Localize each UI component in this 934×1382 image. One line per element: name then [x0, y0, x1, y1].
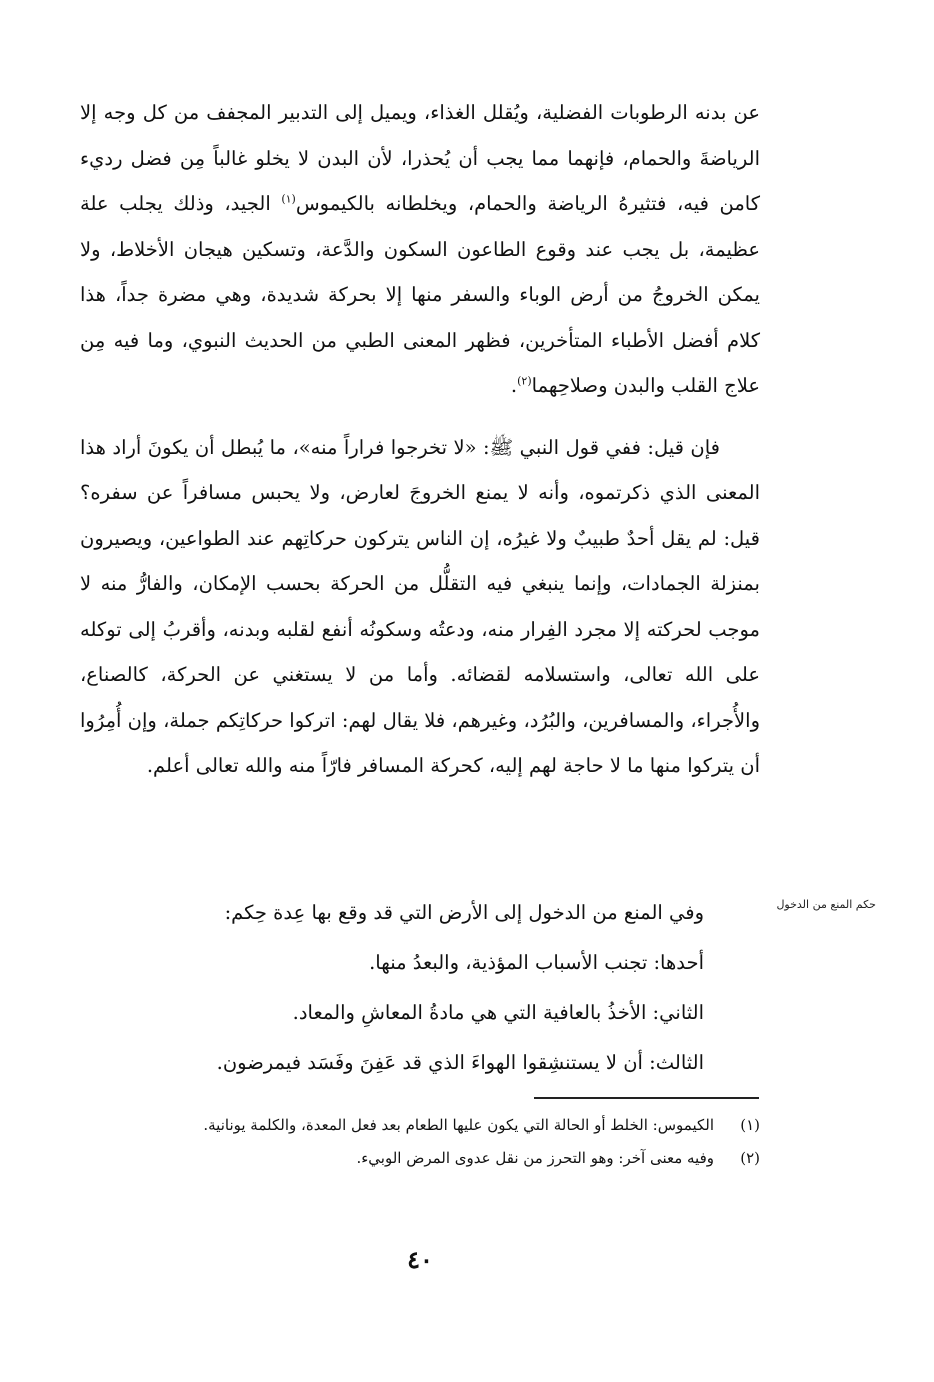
- paragraph-1: [80, 90, 760, 409]
- list-item-2: الثاني: الأخذُ بالعافية التي هي مادةُ المعاشِ والمعاد.: [292, 1001, 704, 1024]
- footnote-separator: [534, 1097, 759, 1099]
- list-item-1: أحدها: تجنب الأسباب المؤذية، والبعدُ منها.: [369, 951, 704, 974]
- footnote-number: (١): [740, 1116, 760, 1134]
- list-item-3: الثالث: أن لا يستنشِقوا الهواءَ الذي قد عَفِنَ وفَسَد فيمرضون.: [216, 1051, 704, 1074]
- footnotes: [88, 1112, 760, 1178]
- page-number: ٤٠: [407, 1245, 433, 1274]
- paragraph-2: فإن قيل: ففي قول النبي ﷺ: «لا تخرجوا فراراً منه»، ما يُبطل أن يكونَ أراد هذا المعنى الذي ذكرتموه، وأنه لا يمنع الخروجَ لعارض، ولا يحبس مسافراً عن سفره؟ قيل: لم يقل أحدٌ طبيبٌ ولا غيرُه، إن الناس يتركون حركاتِهم عند الطواعين، ويصيرون بمنزلة الجمادات، وإنما ينبغي فيه التقلُّل من الحركة بحسب الإمكان، والفارُّ منه لا موجب لحركته إلا مجرد الفِرار منه، ودعتُه وسكونُه أنفع لقلبه وبدنه، وأقربُ إلى توكله على الله تعالى، واستسلامه لقضائه. وأما من لا يستغني عن الحركة، كالصناع، والأُجراء، والمسافرين، والبُرُد، وغيرهم، فلا يقال لهم: اتركوا حركاتِكم جملة، وإن أُمِرُوا أن يتركوا منها ما لا حاجة لهم إليه، كحركة المسافر فارّاً منه والله تعالى أعلم.: [80, 435, 760, 777]
- paragraph-1-text: عن بدنه الرطوبات الفضلية، ويُقلل الغذاء، ويميل إلى التدبير المجفف من كل وجه إلا الرياضةَ والحمام، فإنهما مما يجب أن يُحذرا، لأن البدن لا يخلو غالباً مِن فضل رديء كامن فيه، فتثيرهُ الرياضة والحمام، ويخلطانه بالكيموس: [80, 101, 760, 215]
- margin-heading: حكم المنع من الدخول: [776, 898, 876, 911]
- footnote-2: [88, 1145, 760, 1172]
- list-intro: وفي المنع من الدخول إلى الأرض التي قد وقع بها عِدة حِكم:: [224, 901, 704, 924]
- footnote-number: (٢): [740, 1149, 760, 1167]
- paragraph-1-continued: الجيد، وذلك يجلب علة عظيمة، بل يجب عند وقوع الطاعون السكون والدَّعة، وتسكين هيجان الأخلاط، ولا يمكن الخروجُ من أرض الوباء والسفر منها إلا بحركة شديدة، وهي مضرة جداً، هذا كلام أفضل الأطباء المتأخرين، فظهر المعنى الطبي من الحديث النبوي، وما فيه مِن علاج القلب والبدن وصلاحِهما: [80, 192, 760, 397]
- footnote-ref-1: (١): [281, 192, 296, 206]
- main-text: [80, 90, 760, 789]
- footnote-1: [88, 1112, 760, 1139]
- footnote-text: وفيه معنى آخر: وهو التحرز من نقل عدوى المرض الوبيء.: [356, 1149, 714, 1167]
- wisdom-list: [80, 888, 704, 1088]
- footnote-text: الكيموس: الخلط أو الحالة التي يكون عليها الطعام بعد فعل المعدة، والكلمة يونانية.: [203, 1116, 714, 1134]
- paragraph-1-end: .: [510, 374, 518, 397]
- footnote-ref-2: (٢): [517, 374, 532, 388]
